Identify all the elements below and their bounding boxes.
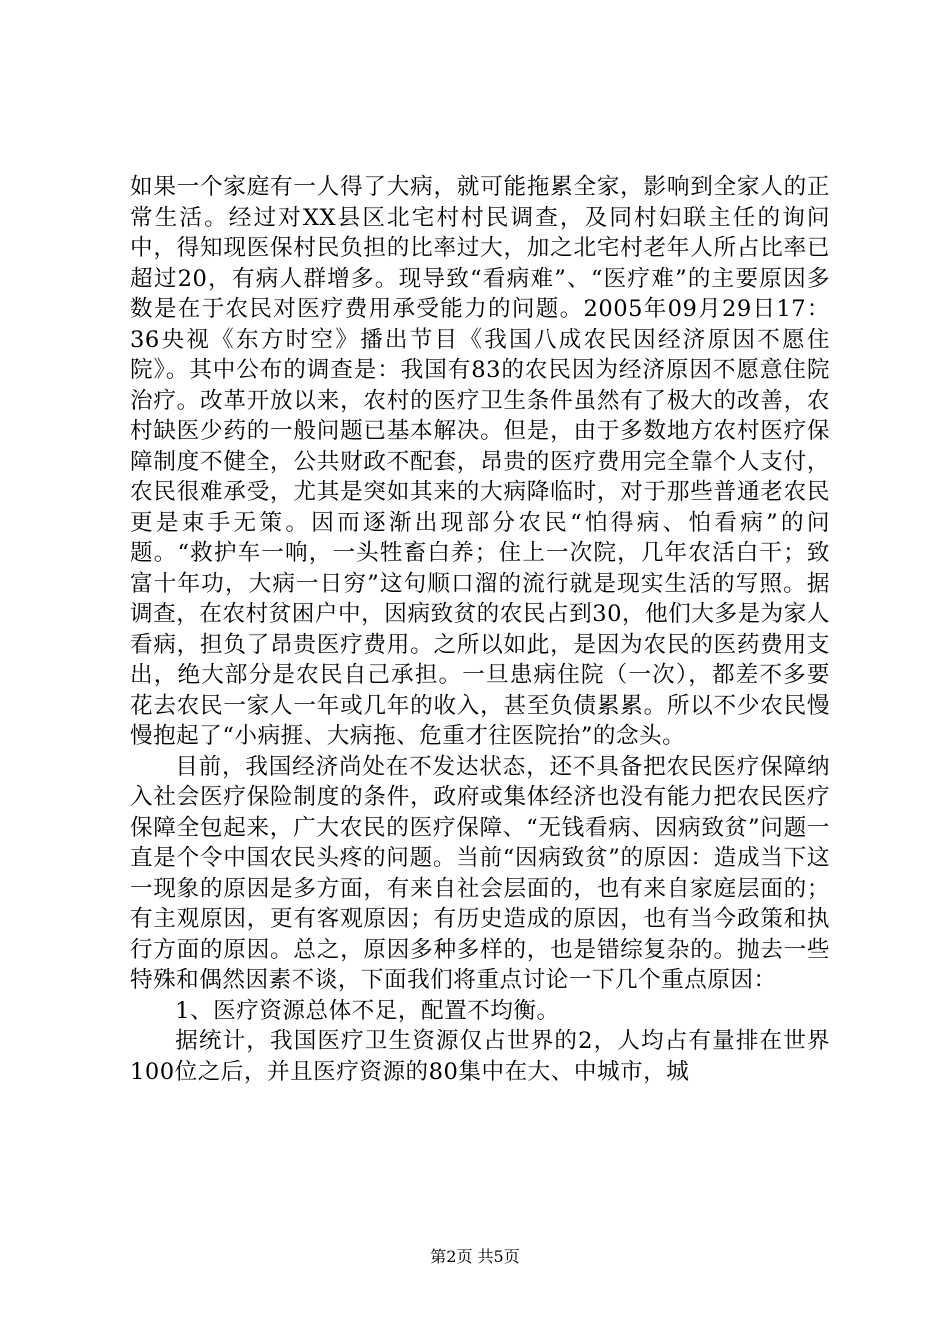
paragraph-1: 如果一个家庭有一人得了大病，就可能拖累全家，影响到全家人的正常生活。经过对XX县区北宅村村民调查，及同村妇联主任的询问中，得知现医保村民负担的比率过大，加之北宅村老年人所占比率已超过20，有病人群增多。现导致“看病难”、“医疗难”的主要原因多数是在于农民对医疗费用承受能力的问题。2005年09月29日17：36央视《东方时空》播出节目《我国八成农民因经济原因不愿住院》。其中公布的调查是：我国有83的农民因为经济原因不愿意住院治疗。改革开放以来，农村的医疗卫生条件虽然有了极大的改善，农村缺医少药的一般问题已基本解决。但是，由于多数地方农村医疗保障制度不健全，公共财政不配套，昂贵的医疗费用完全靠个人支付，农民很难承受，尤其是突如其来的大病降临时，对于那些普通老农民更是束手无策。因而逐渐出现部分农民“怕得病、怕看病”的问题。“救护车一响，一头牲畜白养；住上一次院，几年农活白干；致富十年功，大病一日穷”这句顺口溜的流行就是现实生活的写照。据调查，在农村贫困户中，因病致贫的农民占到30，他们大多是为家人看病，担负了昂贵医疗费用。之所以如此，是因为农民的医药费用支出，绝大部分是农民自己承担。一旦患病住院（一次），都差不多要花去农民一家人一年或几年的收入，甚至负债累累。所以不少农民慢慢抱起了“小病捱、大病拖、危重才往医院抬”的念头。 xyxy=(130,174,830,749)
paragraph-3-heading: 1、医疗资源总体不足，配置不均衡。 xyxy=(175,997,560,1024)
paragraph-2: 目前，我国经济尚处在不发达状态，还不具备把农民医疗保障纳入社会医疗保险制度的条件，政府或集体经济也没有能力把农民医疗保障全包起来，广大农民的医疗保障、“无钱看病、因病致贫”问题一直是个令中国农民头疼的问题。当前“因病致贫”的原因：造成当下这一现象的原因是多方面，有来自社会层面的，也有来自家庭层面的；有主观原因，更有客观原因；有历史造成的原因，也有当今政策和执行方面的原因。总之，原因多种多样的，也是错综复杂的。抛去一些特殊和偶然因素不谈，下面我们将重点讨论一下几个重点原因： xyxy=(130,753,830,993)
document-body xyxy=(130,172,830,1087)
paragraph-4: 据统计，我国医疗卫生资源仅占世界的2，人均占有量排在世界100位之后，并且医疗资源的80集中在大、中城市，城 xyxy=(130,1028,830,1085)
page-footer: 第2页 共5页 xyxy=(430,1247,520,1266)
